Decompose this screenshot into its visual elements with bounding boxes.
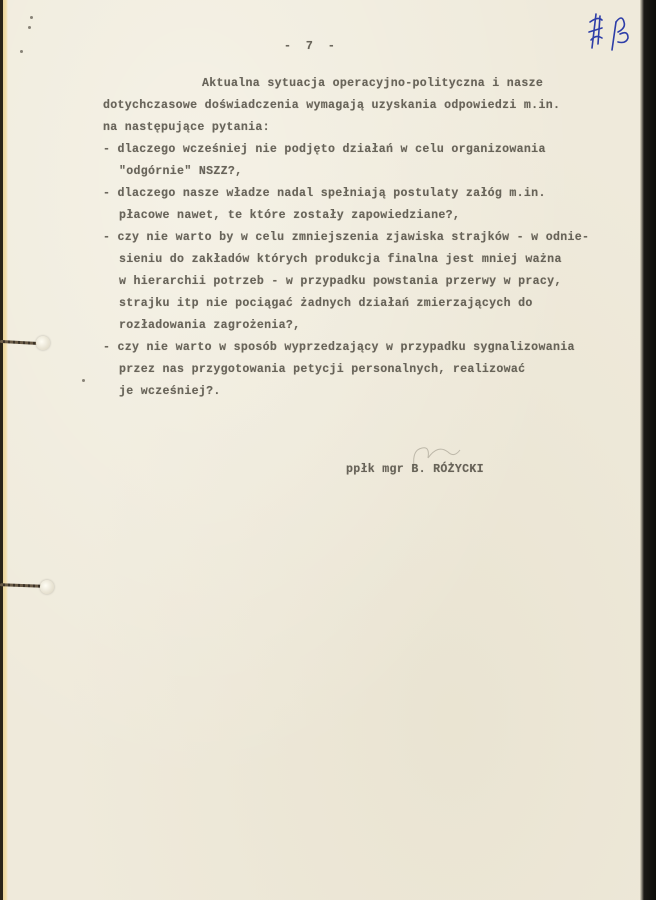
intro-line: dotychczasowe doświadczenia wymagają uzyskania odpowiedzi m.in.: [103, 99, 561, 112]
page-edge-shadow: [640, 0, 656, 900]
question-line: płacowe nawet, te które zostały zapowiedziane?,: [119, 209, 461, 222]
intro-line: na następujące pytania:: [103, 121, 270, 134]
paper-speck: [30, 16, 33, 19]
question-line: "odgórnie" NSZZ?,: [119, 165, 243, 178]
paper-speck: [82, 379, 85, 382]
question-line: w hierarchii potrzeb - w przypadku powstania przerwy w pracy,: [119, 275, 562, 288]
question-line: rozładowania zagrożenia?,: [119, 319, 301, 332]
intro-line: Aktualna sytuacja operacyjno-polityczna i nasze: [202, 77, 544, 90]
question-line: je wcześniej?.: [119, 385, 221, 398]
question-line: strajku itp nie pociągać żadnych działań zmierzających do: [119, 297, 533, 310]
question-line: - dlaczego wcześniej nie podjęto działań w celu organizowania: [103, 143, 546, 156]
paper-speck: [20, 50, 23, 53]
question-line: - dlaczego nasze władze nadal spełniają postulaty załóg m.in.: [103, 187, 546, 200]
binding-fold: [3, 0, 8, 900]
question-line: - czy nie warto w sposób wyprzedzający w przypadku sygnalizowania: [103, 341, 575, 354]
handwritten-archive-number: [584, 8, 640, 54]
question-line: - czy nie warto by w celu zmniejszenia zjawiska strajków - w odnie-: [103, 231, 590, 244]
page-number: - 7 -: [284, 40, 339, 53]
question-line: przez nas przygotowania petycji personalnych, realizować: [119, 363, 526, 376]
paper-speck: [28, 26, 31, 29]
binding-hole-top: [36, 336, 50, 350]
signature: ppłk mgr B. RÓŻYCKI: [346, 463, 484, 476]
question-line: sieniu do zakładów których produkcja finalna jest mniej ważna: [119, 253, 562, 266]
binding-hole-bottom: [40, 580, 54, 594]
